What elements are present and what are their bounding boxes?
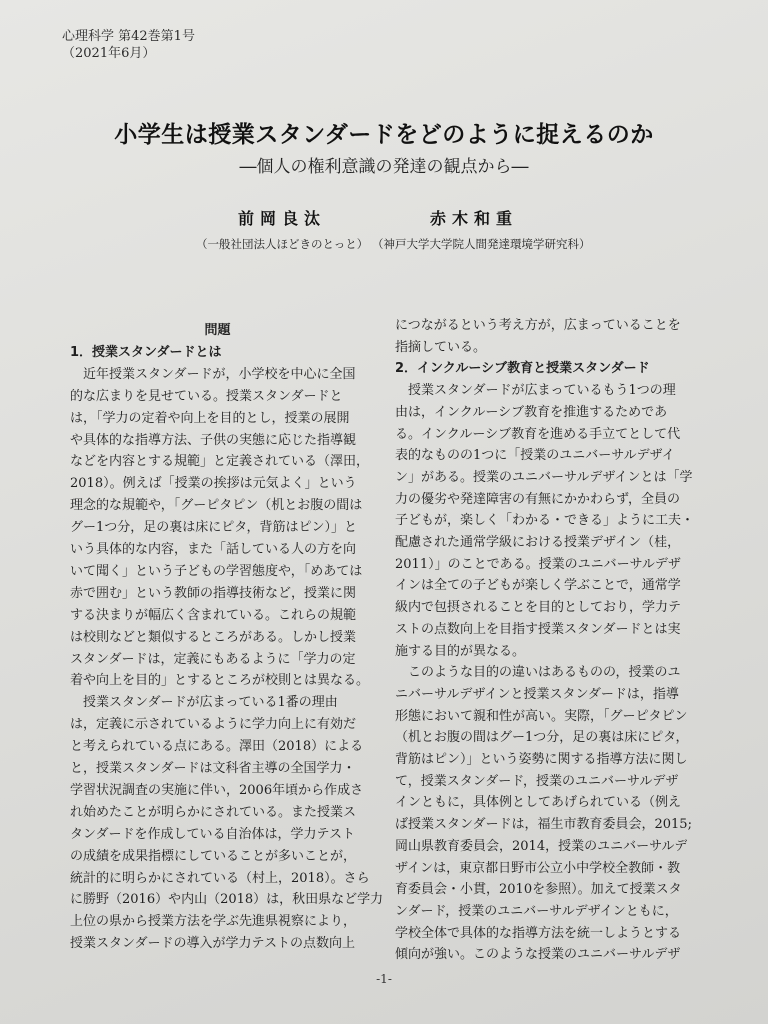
section-title: 問題: [204, 323, 231, 338]
body-line: 背筋はピン）」という姿勢に関する指導方法に関し: [395, 752, 688, 767]
body-line: 授業スタンダードが広まっているもう1つの理: [395, 383, 676, 399]
article-subtitle: ―個人の権利意識の発達の観点から―: [239, 157, 529, 177]
journal-date: （2021年6月）: [62, 46, 156, 61]
body-line: 2011）」のことである。授業のユニバーサルデザ: [395, 556, 681, 572]
body-line: 2018）。例えば「授業の挨拶は元気よく」という: [70, 476, 357, 492]
body-line: ニバーサルデザインと授業スタンダードは，指導: [395, 686, 679, 702]
body-line: タンダードを作成している自治体は，学力テスト: [70, 826, 355, 842]
body-line: ザインは，東京都日野市公立小中学校全教師・教: [395, 860, 681, 876]
body-line: 授業スタンダードの導入が学力テストの点数向上: [70, 936, 355, 952]
body-line: は，「学力の定着や向上を目的とし，授業の展開: [70, 410, 350, 426]
body-line: 学習状況調査の実施に伴い，2006年頃から作成さ: [70, 782, 364, 798]
body-line: は校則などと類似するところがある。しかし授業: [70, 629, 357, 645]
body-line: の成績を成果指標にしていることが多いことが，: [70, 848, 357, 864]
author-affiliation-1: （一般社団法人ほどきのとっと）: [196, 237, 369, 251]
body-line: インは全ての子どもが楽しく学ぶことで，通常学: [395, 578, 681, 594]
body-line: ン」がある。授業のユニバーサルデザインとは「学: [395, 469, 693, 485]
body-line: 由は，インクルーシブ教育を推進するためであ: [395, 404, 668, 420]
author-affiliation-2: （神戸大学大学院人間発達環境学研究科）: [372, 237, 591, 251]
body-line: 赤で囲む」という教師の指導技術など，授業に関: [70, 585, 357, 601]
body-line: ストの点数向上を目指す授業スタンダードとは実: [395, 621, 681, 637]
body-line: 上位の県から授業方法を学ぶ先進県視察により，: [70, 914, 357, 930]
body-line: などを内容とする規範」と定義されている（澤田，: [70, 454, 370, 470]
body-line: 傾向が強い。このような授業のユニバーサルデザ: [395, 947, 681, 963]
journal-volume: 心理科学 第42巻第1号: [62, 29, 195, 44]
body-line: と，授業スタンダードは文科省主導の全国学力・: [70, 761, 356, 776]
body-line: 育委員会・小貫，2010を参照）。加えて授業スタ: [395, 882, 682, 898]
body-line: 施する目的が異なる。: [395, 643, 526, 659]
body-line: や具体的な指導方法、子供の実態に応じた指導観: [70, 432, 357, 448]
section-heading: 1．授業スタンダードとは: [70, 344, 222, 360]
article-title: 小学生は授業スタンダードをどのように捉えるのか: [114, 122, 654, 148]
section-heading: 2．インクルーシブ教育と授業スタンダード: [395, 361, 650, 377]
body-line: ば授業スタンダードは，福生市教育委員会，2015;: [395, 817, 692, 833]
body-line: 子どもが，楽しく「わかる・できる」ように工夫・: [395, 513, 695, 529]
body-line: スタンダードは，定義にもあるように「学力の定: [70, 651, 356, 667]
body-line: このような目的の違いはあるものの，授業のユ: [395, 665, 681, 681]
body-line: 形態において親和性が高い。実際，「グーピタピン: [395, 708, 688, 724]
body-line: 理念的な規範や，「グーピタピン（机とお腹の間は: [70, 498, 363, 514]
body-line: 力の優劣や発達障害の有無にかかわらず，全員の: [395, 491, 680, 507]
author-name-1: 前岡良汰: [238, 209, 327, 228]
body-line: いう具体的な内容，また「話している人の方を向: [70, 542, 357, 557]
body-line: は，定義に示されているように学力向上に有効だ: [70, 717, 357, 733]
body-line: （机とお腹の間はグー1つ分，足の裏は床にピタ，: [395, 730, 689, 746]
body-line: て，授業スタンダード，授業のユニバーサルデザ: [395, 773, 679, 789]
body-line: に勝野（2016）や内山（2018）は，秋田県など学力: [70, 892, 384, 908]
body-line: 着や向上を目的」とするところが校則とは異なる。: [70, 673, 370, 689]
body-line: 指摘している。: [395, 339, 487, 355]
body-line: いて聞く」という子どもの学習態度や，「めあては: [70, 563, 363, 579]
journal-info: [62, 28, 195, 62]
body-line: 統計的に明らかにされている（村上，2018）。さら: [70, 870, 370, 886]
author-name-2: 赤木和重: [430, 209, 519, 228]
body-line: 授業スタンダードが広まっている1番の理由: [70, 695, 338, 711]
body-line: る。インクルーシブ教育を進める手立てとして代: [395, 426, 681, 442]
body-line: れ始めたことが明らかにされている。また授業ス: [70, 804, 357, 820]
page-number: -1-: [376, 972, 392, 986]
body-line: グー1つ分，足の裏は床にピタ，背筋はピン）」と: [70, 520, 357, 536]
body-line: につながるという考え方が，広まっていることを: [395, 318, 681, 333]
body-line: 表的なものの1つに「授業のユニバーサルデザイ: [395, 448, 675, 464]
body-line: する決まりが幅広く含まれている。これらの規範: [70, 607, 357, 623]
body-line: と考えられている点にある。澤田（2018）による: [70, 739, 364, 755]
body-line: 的な広まりを見せている。授業スタンダードと: [70, 388, 343, 404]
body-line: 岡山県教育委員会，2014，授業のユニバーサルデ: [395, 838, 688, 854]
body-line: 配慮された通常学級における授業デザイン（桂，: [395, 535, 681, 550]
body-line: インともに，具体例としてあげられている（例え: [395, 795, 682, 811]
body-line: ンダード，授業のユニバーサルデザインともに，: [395, 903, 678, 919]
body-line: 級内で包摂されることを目的としており，学力テ: [395, 600, 682, 616]
body-line: 学校全体で具体的な指導方法を統一しようとする: [395, 925, 682, 941]
body-line: 近年授業スタンダードが，小学校を中心に全国: [70, 366, 356, 382]
